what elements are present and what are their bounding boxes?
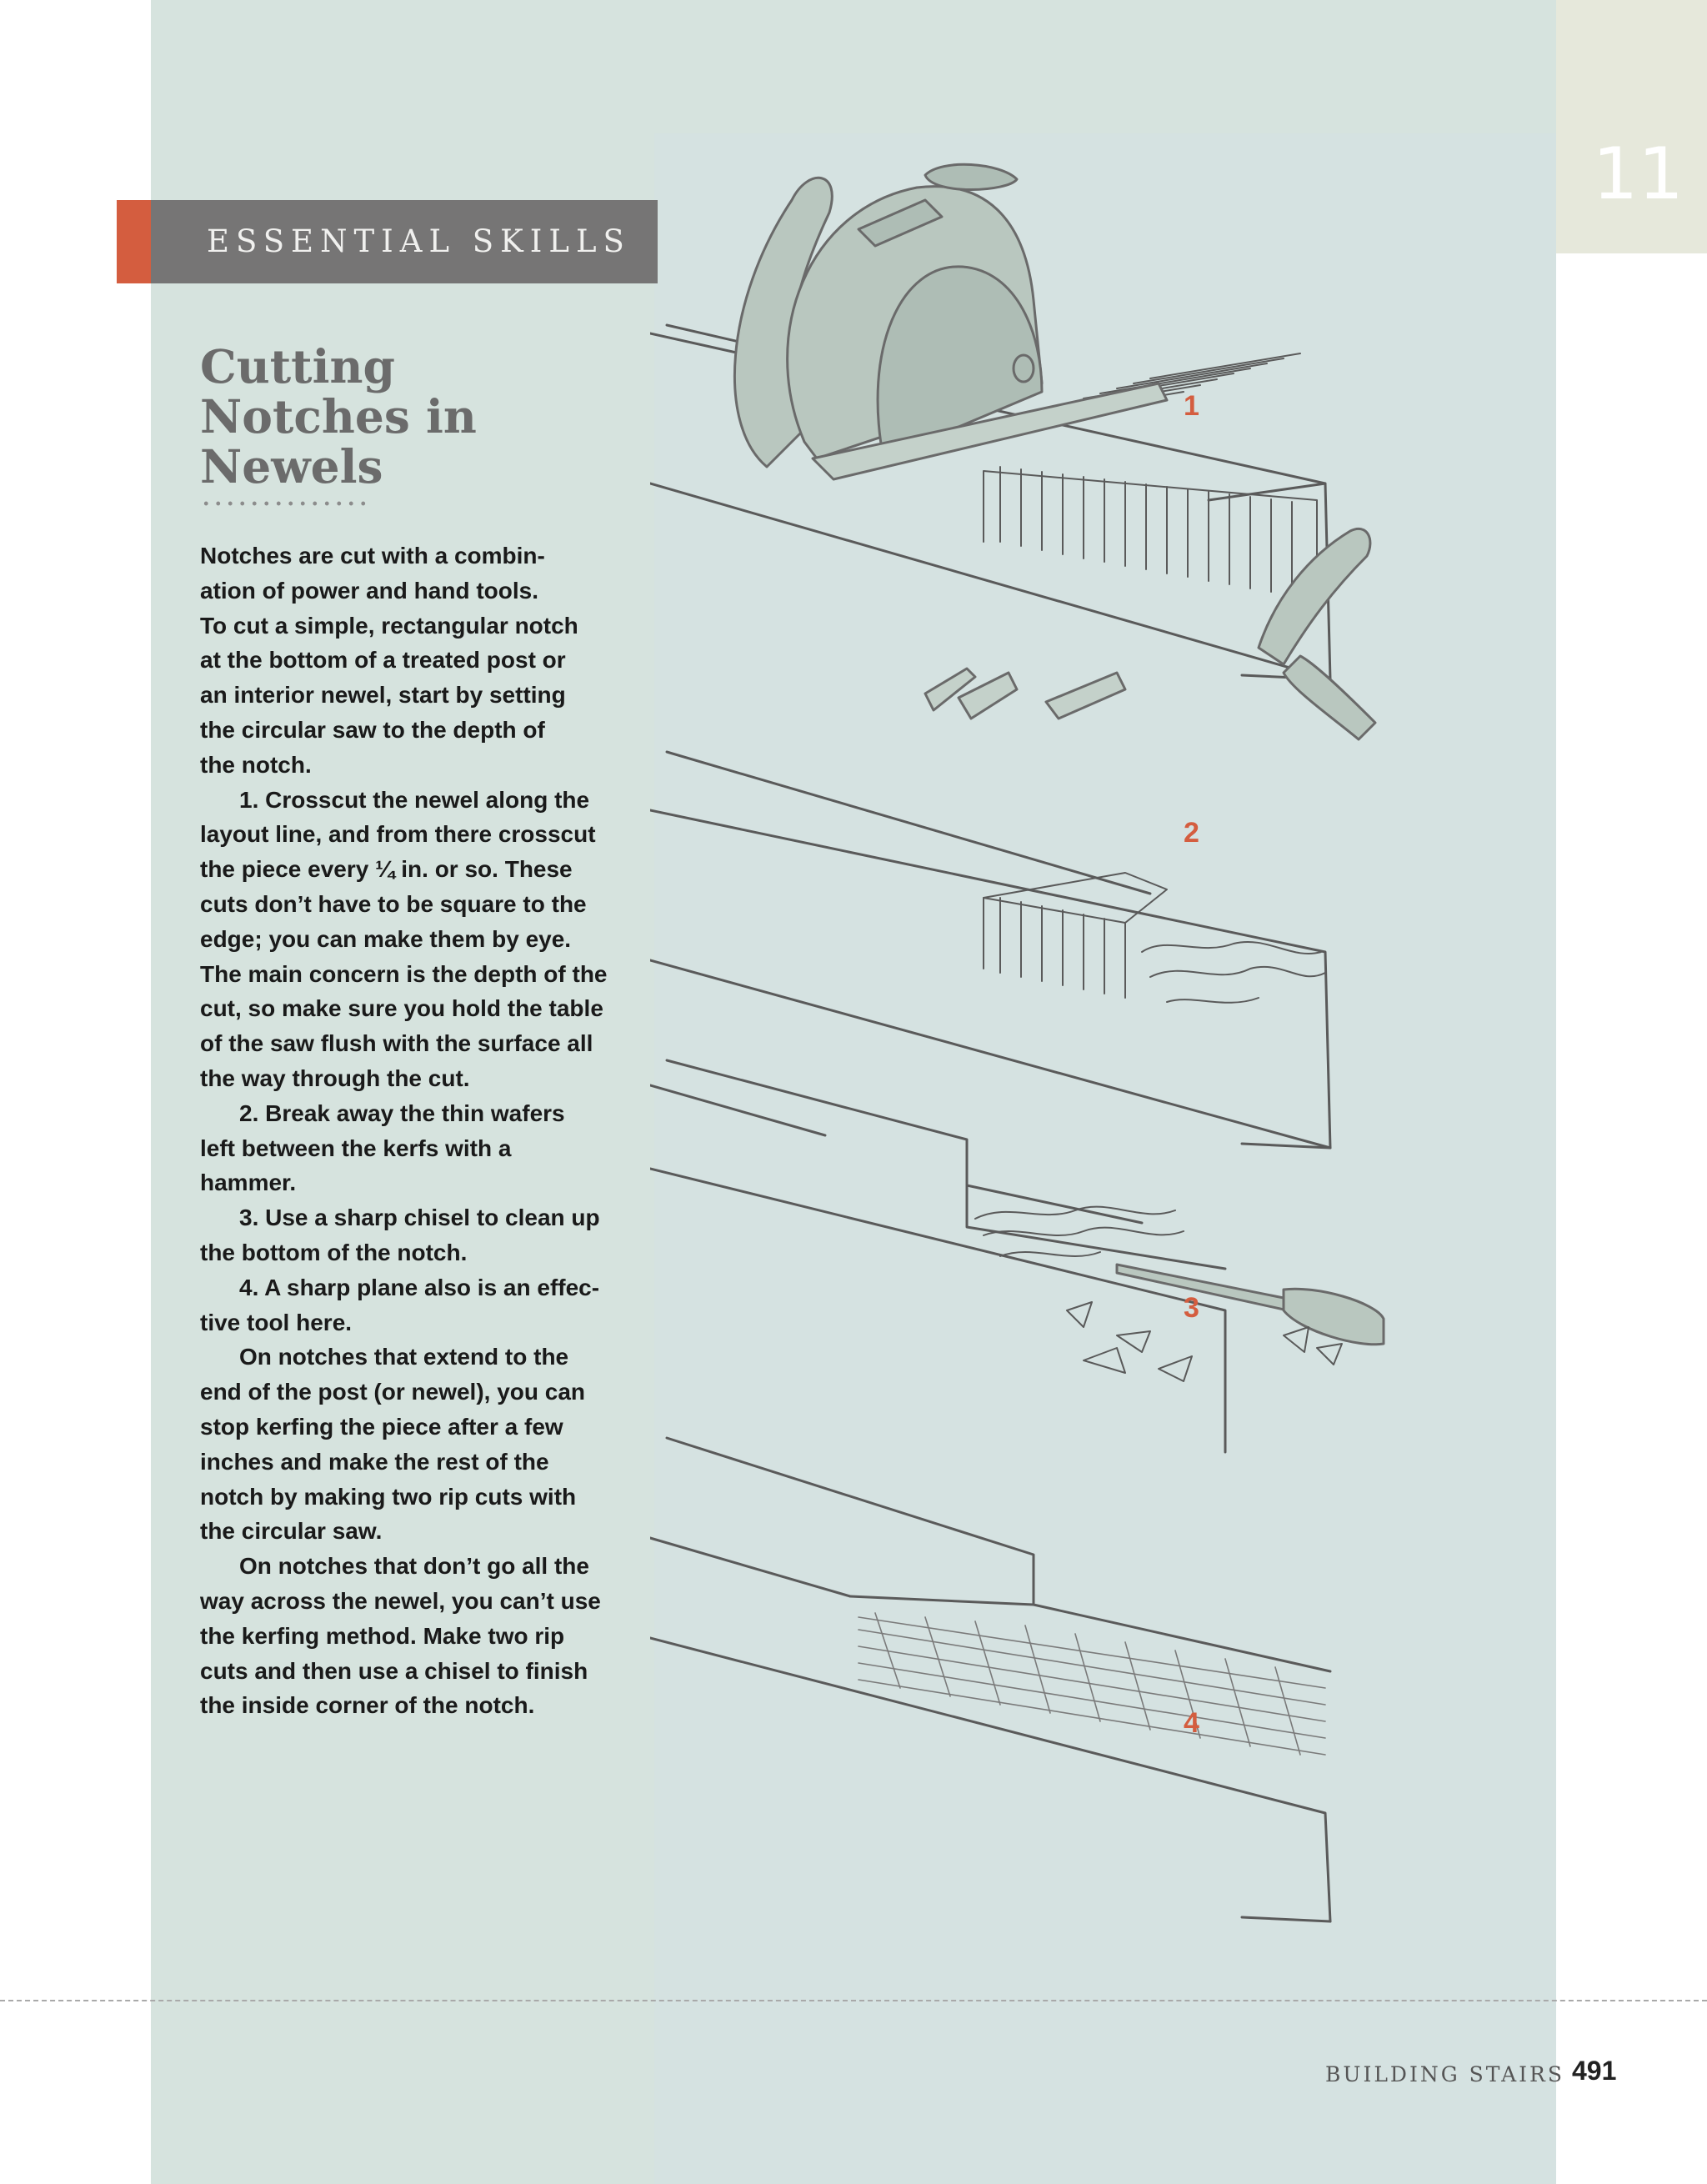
step-4-drawing bbox=[650, 1438, 1330, 1921]
body-line: the inside corner of the notch. bbox=[200, 1692, 535, 1719]
body-line: the kerfing method. Make two rip bbox=[200, 1622, 565, 1649]
body-line: cuts don’t have to be square to the bbox=[200, 890, 587, 917]
running-head: BUILDING STAIRS bbox=[1325, 2062, 1564, 2086]
body-line: left between the kerfs with a bbox=[200, 1135, 512, 1161]
step-2-drawing bbox=[650, 528, 1375, 1148]
page-number: 491 bbox=[1572, 2056, 1617, 2086]
body-line: end of the post (or newel), you can bbox=[200, 1379, 586, 1405]
step-3-drawing bbox=[650, 1060, 1384, 1452]
body-line: hammer. bbox=[200, 1170, 297, 1196]
body-line: the way through the cut. bbox=[200, 1064, 470, 1091]
body-line: Notches are cut with a combin- bbox=[200, 543, 545, 569]
title-line: Cutting bbox=[200, 339, 395, 393]
footer-dashed-rule bbox=[0, 2000, 1707, 2001]
chapter-number: 11 bbox=[1592, 133, 1684, 216]
body-line: 2. Break away the thin wafers bbox=[239, 1100, 565, 1126]
body-line: the circular saw to the depth of bbox=[200, 716, 545, 743]
body-line: the notch. bbox=[200, 751, 312, 778]
article-title bbox=[200, 339, 583, 493]
body-line: an interior newel, start by setting bbox=[200, 682, 566, 709]
body-line: way across the newel, you can’t use bbox=[200, 1587, 601, 1614]
banner-accent bbox=[117, 200, 151, 283]
body-line: cut, so make sure you hold the table bbox=[200, 995, 603, 1022]
body-line: the piece every ¼ in. or so. These bbox=[200, 856, 573, 883]
body-line: cuts and then use a chisel to finish bbox=[200, 1657, 588, 1684]
body-line: tive tool here. bbox=[200, 1309, 353, 1335]
body-line: 1. Crosscut the newel along the bbox=[239, 786, 590, 813]
body-line: On notches that don’t go all the bbox=[239, 1553, 589, 1580]
body-line: layout line, and from there crosscut bbox=[200, 821, 596, 848]
body-line: On notches that extend to the bbox=[239, 1344, 569, 1370]
step-number-1: 1 bbox=[1184, 390, 1199, 422]
body-line: notch by making two rip cuts with bbox=[200, 1483, 577, 1510]
title-line: Notches in bbox=[200, 389, 477, 443]
title-line: Newels bbox=[200, 439, 383, 493]
article-body bbox=[200, 538, 617, 1723]
notch-cutting-illustration bbox=[650, 150, 1534, 1984]
body-line: of the saw flush with the surface all bbox=[200, 1030, 593, 1057]
chapter-tab bbox=[1556, 0, 1707, 253]
body-line: 3. Use a sharp chisel to clean up bbox=[239, 1205, 600, 1231]
body-line: 4. A sharp plane also is an effec- bbox=[239, 1274, 600, 1300]
title-dotted-rule bbox=[200, 500, 371, 507]
step-number-3: 3 bbox=[1184, 1292, 1199, 1324]
body-line: To cut a simple, rectangular notch bbox=[200, 612, 578, 639]
step-1-drawing bbox=[650, 164, 1330, 679]
body-line: inches and make the rest of the bbox=[200, 1448, 549, 1475]
body-line: the bottom of the notch. bbox=[200, 1239, 468, 1265]
body-line: stop kerfing the piece after a few bbox=[200, 1413, 563, 1440]
body-line: edge; you can make them by eye. bbox=[200, 925, 572, 952]
body-line: The main concern is the depth of the bbox=[200, 960, 608, 987]
section-banner-label: ESSENTIAL SKILLS bbox=[207, 223, 631, 259]
body-line: at the bottom of a treated post or bbox=[200, 647, 566, 674]
step-number-2: 2 bbox=[1184, 817, 1199, 849]
step-number-4: 4 bbox=[1184, 1707, 1199, 1739]
body-line: the circular saw. bbox=[200, 1518, 383, 1545]
body-line: ation of power and hand tools. bbox=[200, 577, 538, 604]
